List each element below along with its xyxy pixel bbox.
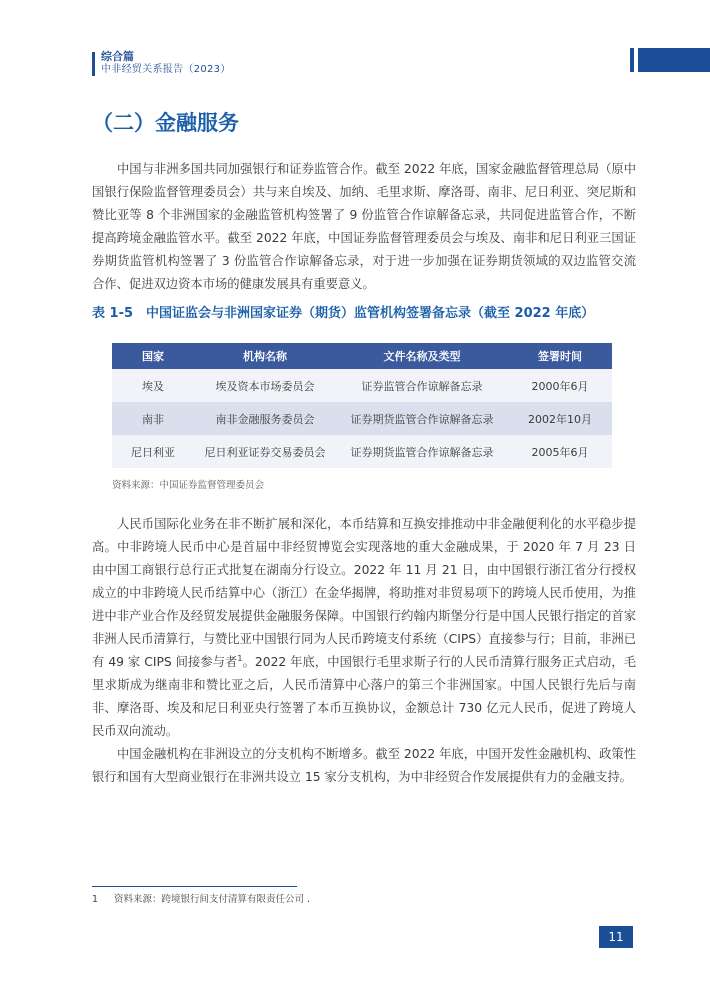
paragraph-3-text: 中国金融机构在非洲设立的分支机构不断增多。截至 2022 年底，中国开发性金融机构、政策性银行和国有大型商业银行在非洲共设立 15 家分支机构，为中非经贸合作发展提供有力的金融支持。 bbox=[92, 747, 636, 784]
table-row bbox=[112, 402, 612, 435]
cell-date: 2000年6月 bbox=[508, 369, 612, 402]
cell-document: 证券监管合作谅解备忘录 bbox=[336, 369, 508, 402]
cell-document: 证券期货监管合作谅解备忘录 bbox=[336, 402, 508, 435]
footnote-text: 资料来源：跨境银行间支付清算有限责任公司 . bbox=[114, 894, 311, 905]
column-header-document: 文件名称及类型 bbox=[336, 343, 508, 369]
footnote bbox=[92, 893, 310, 907]
footnote-divider bbox=[92, 886, 297, 887]
cell-institution: 南非金融服务委员会 bbox=[194, 402, 336, 435]
column-header-institution: 机构名称 bbox=[194, 343, 336, 369]
header-accent-bar bbox=[92, 52, 95, 76]
table-caption: 表 1-5 中国证监会与非洲国家证券（期货）监管机构签署备忘录（截至 2022 年底） bbox=[92, 306, 595, 321]
table-row bbox=[112, 435, 612, 468]
mou-table bbox=[112, 343, 612, 468]
cell-country: 南非 bbox=[112, 402, 194, 435]
cell-document: 证券期货监管合作谅解备忘录 bbox=[336, 435, 508, 468]
cell-country: 埃及 bbox=[112, 369, 194, 402]
running-header-title: 综合篇 bbox=[101, 50, 134, 63]
cell-institution: 埃及资本市场委员会 bbox=[194, 369, 336, 402]
column-header-date: 签署时间 bbox=[508, 343, 612, 369]
section-title: （二）金融服务 bbox=[92, 111, 239, 135]
column-header-country: 国家 bbox=[112, 343, 194, 369]
header-decor-stripe bbox=[630, 48, 634, 72]
table-row bbox=[112, 369, 612, 402]
running-header-subtitle: 中非经贸关系报告（2023） bbox=[101, 64, 231, 75]
paragraph-bank-securities-cooperation bbox=[92, 158, 636, 296]
cell-date: 2002年10月 bbox=[508, 402, 612, 435]
cell-date: 2005年6月 bbox=[508, 435, 612, 468]
header-decor-block bbox=[638, 48, 710, 72]
paragraph-2-text-a: 人民币国际化业务在非不断扩展和深化，本币结算和互换安排推动中非金融便利化的水平稳步提高。中非跨境人民币中心是首届中非经贸博览会实现落地的重大金融成果，于 2020 年 7 月 23 日由中国工商银行总行正式批复在湖南分行设立。2022 年 11 月 21 日，由中国银行浙江省分行授权成立的中非跨境人民币结算中心（浙江）在金华揭牌，将助推对非贸易项下的跨境人民币使用，为推进中非产业合作及经贸发展提供金融服务保障。中国银行约翰内斯堡分行是中国人民银行指定的首家非洲人民币清算行，与赞比亚中国银行同为人民币跨境支付系统（CIPS）直接参与行；目前，非洲已有 49 家 CIPS 间接参与者 bbox=[92, 517, 636, 669]
paragraph-rmb-internationalization bbox=[92, 513, 636, 743]
cell-country: 尼日利亚 bbox=[112, 435, 194, 468]
table-source-note: 资料来源：中国证券监督管理委员会 bbox=[112, 480, 265, 491]
cell-institution: 尼日利亚证券交易委员会 bbox=[194, 435, 336, 468]
table-header-row bbox=[112, 343, 612, 369]
paragraph-branch-institutions bbox=[92, 743, 636, 789]
footnote-number: 1 bbox=[92, 894, 99, 905]
page-number: 11 bbox=[599, 926, 633, 948]
paragraph-1-text: 中国与非洲多国共同加强银行和证券监管合作。截至 2022 年底，国家金融监督管理总局（原中国银行保险监督管理委员会）共与来自埃及、加纳、毛里求斯、摩洛哥、南非、尼日利亚、突尼斯和赞比亚等 8 个非洲国家的金融监管机构签署了 9 份监管合作谅解备忘录，共同促进监管合作，不断提高跨境金融监管水平。截至 2022 年底，中国证券监督管理委员会与埃及、南非和尼日利亚三国证券期货监管机构签署了 3 份监管合作谅解备忘录，对于进一步加强在证券期货领域的双边监管交流合作、促进双边资本市场的健康发展具有重要意义。 bbox=[92, 162, 636, 291]
paragraph-2-text-b: 。2022 年底，中国银行毛里求斯子行的人民币清算行服务正式启动，毛里求斯成为继南非和赞比亚之后，人民币清算中心落户的第三个非洲国家。中国人民银行先后与南非、摩洛哥、埃及和尼日利亚央行签署了本币互换协议，金额总计 730 亿元人民币，促进了跨境人民币双向流动。 bbox=[92, 655, 636, 738]
footnote-reference: 1 bbox=[237, 653, 243, 663]
